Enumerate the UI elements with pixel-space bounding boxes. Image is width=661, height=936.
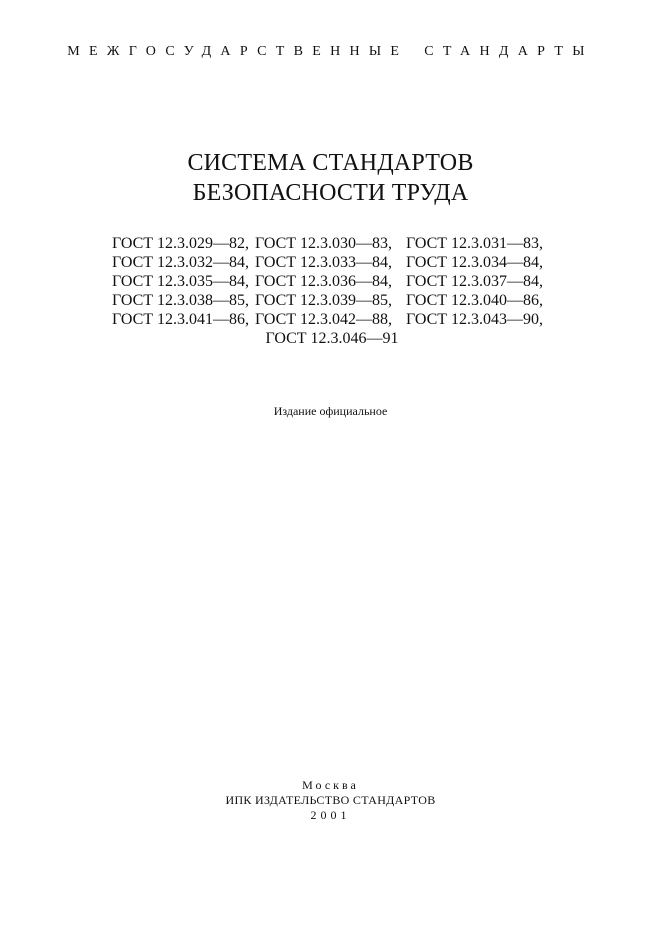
series-word-2: СТАНДАРТЫ bbox=[424, 44, 594, 59]
gost-list bbox=[112, 234, 552, 348]
gost-item: ГОСТ 12.3.034—84, bbox=[406, 254, 544, 271]
gost-item: ГОСТ 12.3.035—84, bbox=[112, 273, 250, 290]
gost-item: ГОСТ 12.3.033—84, bbox=[255, 254, 393, 271]
gost-item: ГОСТ 12.3.043—90, bbox=[406, 311, 544, 328]
title-line-2: БЕЗОПАСНОСТИ ТРУДА bbox=[192, 180, 469, 206]
document-title bbox=[0, 148, 661, 208]
gost-item: ГОСТ 12.3.036—84, bbox=[255, 273, 393, 290]
gost-item: ГОСТ 12.3.032—84, bbox=[112, 254, 250, 271]
imprint-city: Москва bbox=[302, 778, 359, 792]
gost-item-last: ГОСТ 12.3.046—91 bbox=[265, 330, 399, 347]
gost-row bbox=[112, 310, 552, 329]
gost-item: ГОСТ 12.3.039—85, bbox=[255, 292, 393, 309]
gost-row bbox=[112, 272, 552, 291]
gost-item: ГОСТ 12.3.029—82, bbox=[112, 235, 250, 252]
gost-item: ГОСТ 12.3.042—88, bbox=[255, 311, 393, 328]
title-line-1: СИСТЕМА СТАНДАРТОВ bbox=[187, 150, 474, 176]
gost-item: ГОСТ 12.3.041—86, bbox=[112, 311, 250, 328]
gost-row bbox=[112, 291, 552, 310]
series-word-1: МЕЖГОСУДАРСТВЕННЫЕ bbox=[67, 44, 409, 59]
gost-item: ГОСТ 12.3.031—83, bbox=[406, 235, 544, 252]
gost-item: ГОСТ 12.3.038—85, bbox=[112, 292, 250, 309]
imprint-year: 2001 bbox=[310, 808, 351, 822]
edition-note: Издание официальное bbox=[273, 404, 388, 418]
imprint bbox=[0, 778, 661, 823]
gost-item: ГОСТ 12.3.037—84, bbox=[406, 273, 544, 290]
gost-item: ГОСТ 12.3.040—86, bbox=[406, 292, 544, 309]
imprint-publisher: ИПК ИЗДАТЕЛЬСТВО СТАНДАРТОВ bbox=[225, 793, 436, 807]
gost-row bbox=[112, 253, 552, 272]
gost-row bbox=[112, 234, 552, 253]
gost-item: ГОСТ 12.3.030—83, bbox=[255, 235, 393, 252]
series-header bbox=[0, 44, 661, 60]
